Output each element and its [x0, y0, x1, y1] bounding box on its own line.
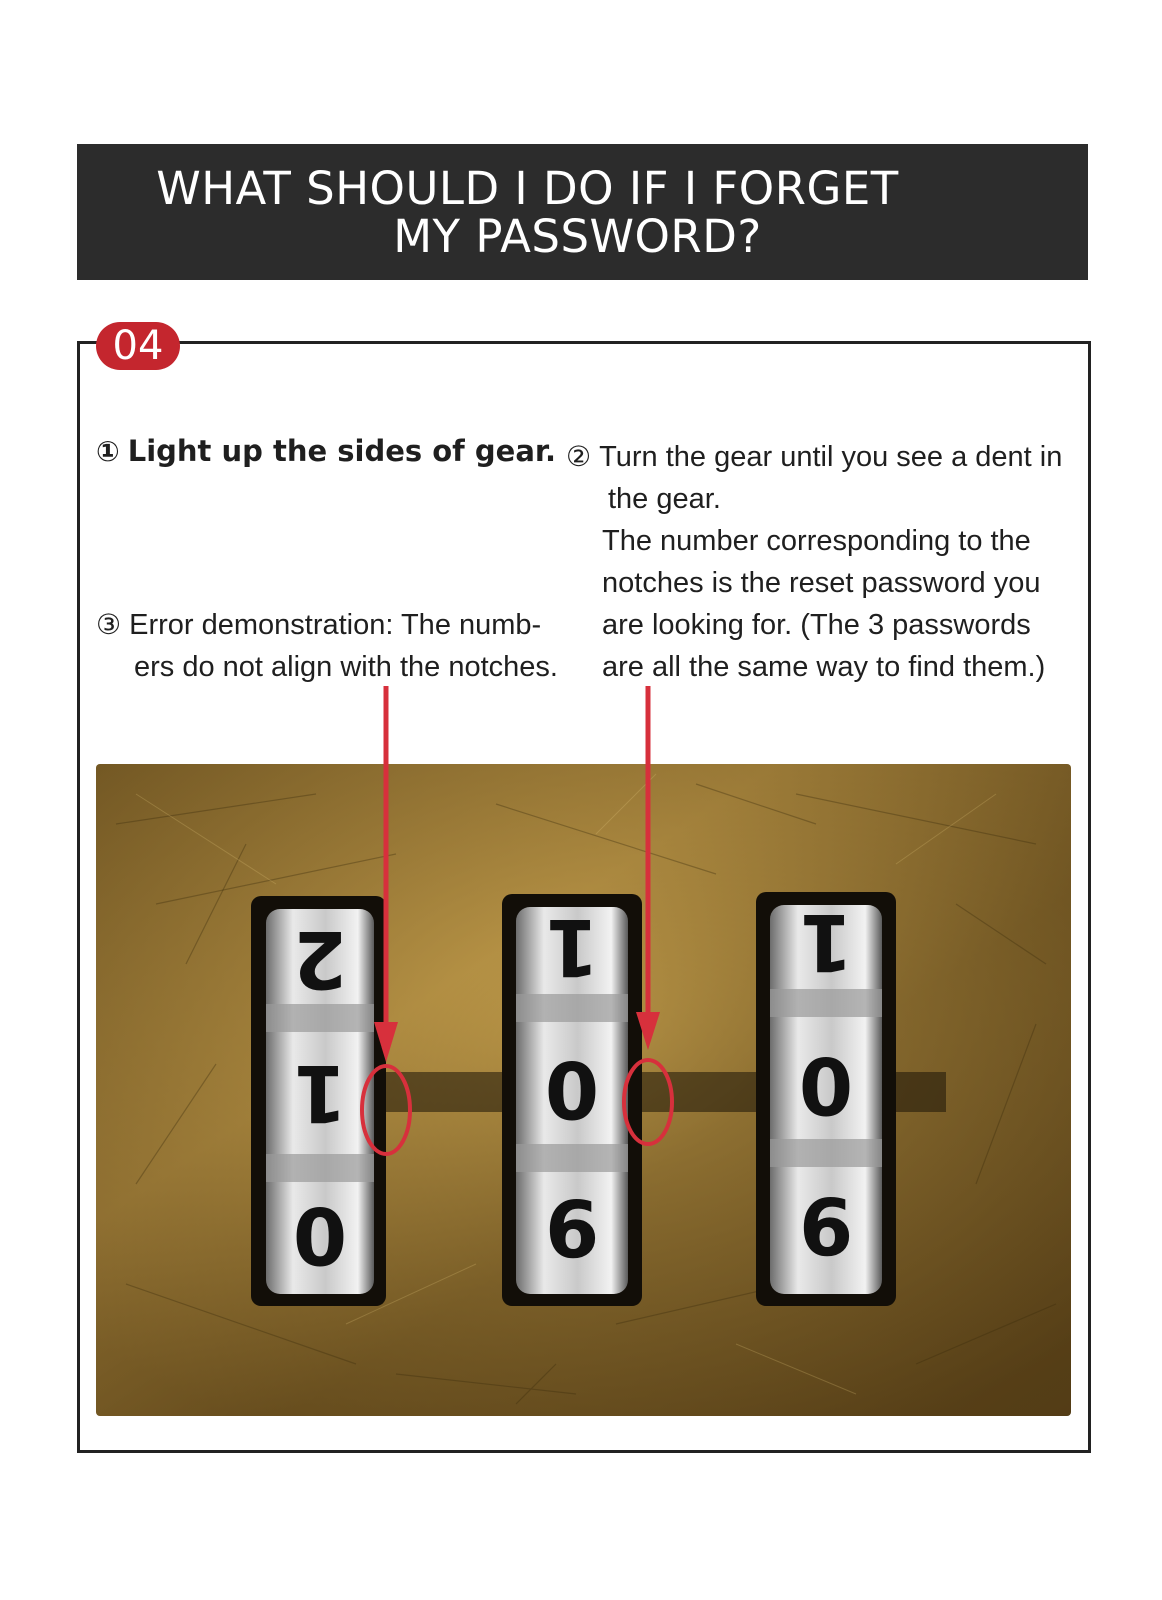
step-2-para-3: are looking for. (The 3 passwords [602, 609, 1031, 641]
step-2-line-1: Turn the gear until you see a dent in [599, 441, 1063, 473]
dial-2-bot-digit: 9 [544, 1181, 600, 1271]
step-2-para-2: notches is the reset password you [602, 567, 1041, 599]
step-1-marker: ① [96, 435, 120, 468]
step-3-marker: ③ [96, 608, 122, 641]
step-2-line-2: the gear. [608, 483, 721, 515]
step-number-badge: 04 [96, 322, 180, 370]
step-3-line-2: ers do not align with the notches. [134, 651, 558, 683]
step-1 [96, 430, 556, 473]
step-2-marker: ② [566, 440, 592, 473]
step-3-line-1: Error demonstration: The numb- [129, 609, 542, 641]
dial-3-bot-digit: 9 [798, 1179, 854, 1269]
title-banner [77, 144, 1088, 280]
step-3 [96, 604, 576, 688]
dial-1-top-digit: 2 [292, 913, 348, 1003]
dial-1-mid-digit: 1 [292, 1047, 348, 1137]
title-line-1: WHAT SHOULD I DO IF I FORGET [156, 162, 899, 215]
dial-3-mid-digit: 0 [798, 1039, 854, 1129]
step-2 [566, 436, 1086, 688]
step-2-para-4: are all the same way to find them.) [602, 651, 1046, 683]
title-line-2: MY PASSWORD? [393, 210, 762, 263]
dial-2-mid-digit: 0 [544, 1043, 600, 1133]
dial-3-top-digit: 1 [798, 896, 854, 986]
step-1-text: Light up the sides of gear. [127, 434, 557, 468]
dial-2 [502, 894, 642, 1306]
step-2-para-1: The number corresponding to the [602, 525, 1031, 557]
dial-3 [756, 892, 896, 1306]
dial-2-top-digit: 1 [544, 901, 600, 991]
dial-1-bot-digit: 0 [292, 1189, 348, 1279]
dial-1 [251, 896, 386, 1306]
lock-dial-photo [96, 764, 1071, 1416]
